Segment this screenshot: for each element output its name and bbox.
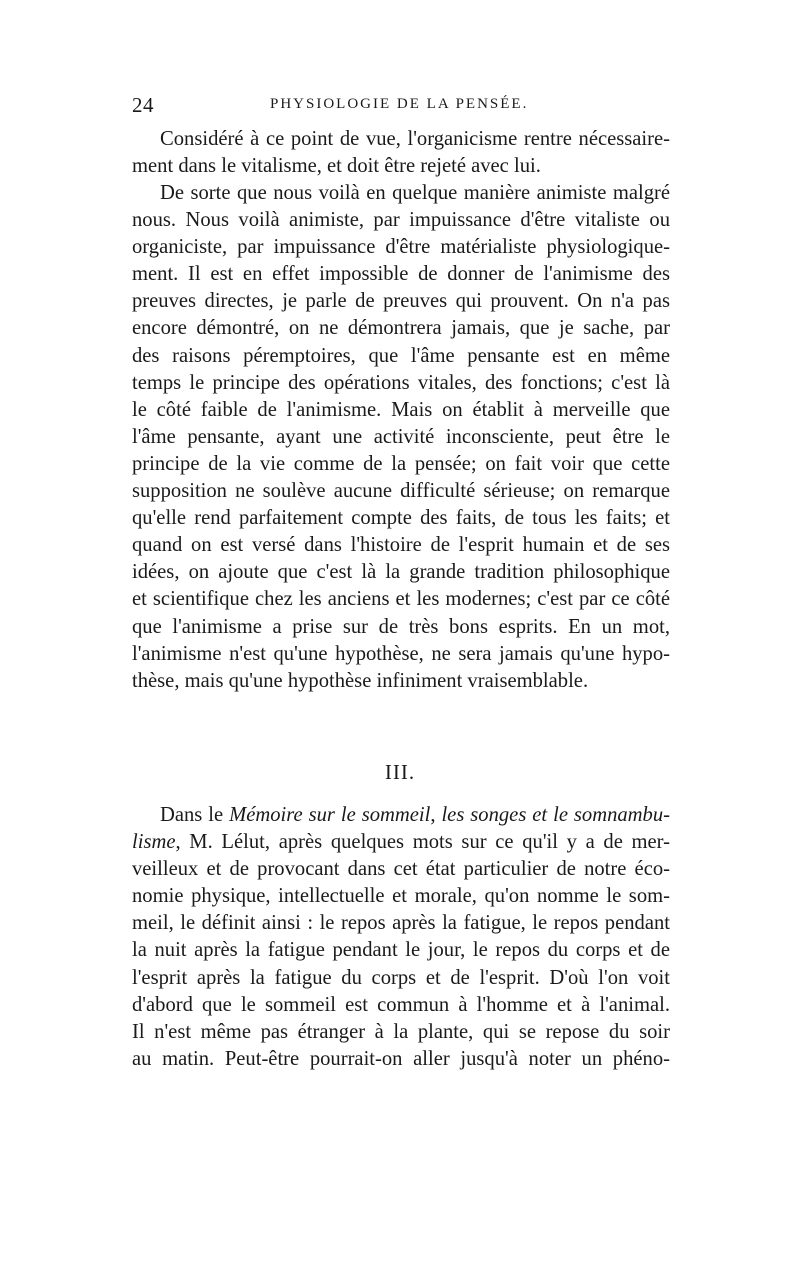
text-line: d'abord que le sommeil est commun à l'homme et à l'animal. — [132, 993, 670, 1016]
text-line: au matin. Peut-être pourrait-on aller jusqu'à noter un phéno- — [132, 1047, 670, 1070]
paragraph-1 — [132, 126, 670, 180]
work-title-italic: les songes et le somnambu- — [441, 804, 671, 826]
text-line: la nuit après la fatigue pendant le jour, le repos du corps et de — [132, 939, 670, 962]
text-line: veilleux et de provocant dans cet état particulier de notre éco- — [132, 858, 670, 881]
text-run: Dans le — [160, 804, 230, 826]
text-line — [132, 802, 670, 829]
text-line: le côté faible de l'animisme. Mais on établit à merveille que — [132, 398, 670, 421]
text-line: thèse, mais qu'une hypothèse infiniment vraisemblable. — [132, 669, 589, 692]
text-line: supposition ne soulève aucune difficulté sérieuse; on remarque — [132, 480, 670, 503]
text-line: que l'animisme a prise sur de très bons esprits. En un mot, — [132, 615, 670, 638]
work-title-italic: lisme — [132, 831, 176, 854]
text-line: principe de la vie comme de la pensée; on fait voir que cette — [132, 452, 670, 475]
text-line: organiciste, par impuissance d'être matérialiste physiologique- — [132, 236, 670, 259]
text-run: , M. Lélut, après quelques mots sur ce qu'il y a de mer- — [175, 831, 670, 854]
text-line: Considéré à ce point de vue, l'organicisme rentre nécessaire- — [160, 128, 670, 150]
text-line: Il n'est même pas étranger à la plante, qui se repose du soir — [132, 1020, 670, 1043]
page-number: 24 — [132, 93, 154, 117]
section-heading: III. — [384, 760, 416, 784]
text-line: nomie physique, intellectuelle et morale, qu'on nomme le som- — [132, 885, 670, 908]
text-line: des raisons péremptoires, que l'âme pensante est en même — [132, 344, 670, 367]
text-line: quand on est versé dans l'histoire de l'esprit humain et de ses — [132, 534, 670, 557]
work-title-italic: Mémoire sur le sommeil — [229, 804, 431, 826]
text-line: l'esprit après la fatigue du corps et de l'esprit. D'où l'on voit — [132, 966, 670, 989]
text-line: l'animisme n'est qu'une hypothèse, ne sera jamais qu'une hypo- — [132, 642, 670, 665]
text-line: qu'elle rend parfaitement compte des faits, de tous les faits; et — [132, 507, 670, 530]
text-line: l'âme pensante, ayant une activité inconsciente, peut être le — [132, 425, 670, 448]
text-line: encore démontré, on ne démontrera jamais, que je sache, par — [132, 317, 670, 340]
text-line: preuves directes, je parle de preuves qui prouvent. On n'a pas — [132, 290, 670, 313]
text-line: et scientifique chez les anciens et les modernes; c'est par ce côté — [132, 588, 670, 611]
text-line: nous. Nous voilà animiste, par impuissance d'être vitaliste ou — [132, 209, 670, 232]
text-run: , — [430, 804, 442, 826]
text-line: De sorte que nous voilà en quelque manière animiste malgré — [160, 182, 670, 204]
text-line: idées, on ajoute que c'est là la grande tradition philosophique — [132, 561, 670, 584]
running-title: PHYSIOLOGIE DE LA PENSÉE. — [270, 96, 529, 112]
text-line: ment dans le vitalisme, et doit être rejeté avec lui. — [132, 155, 541, 178]
text-line — [132, 829, 670, 856]
paragraph-2 — [132, 180, 670, 695]
text-line: temps le principe des opérations vitales, des fonctions; c'est là — [132, 371, 670, 394]
page-header — [132, 93, 670, 117]
text-line: ment. Il est en effet impossible de donner de l'animisme des — [132, 263, 670, 286]
text-line: meil, le définit ainsi : le repos après la fatigue, le repos pendant — [132, 912, 670, 935]
paragraph-3 — [132, 802, 670, 1073]
